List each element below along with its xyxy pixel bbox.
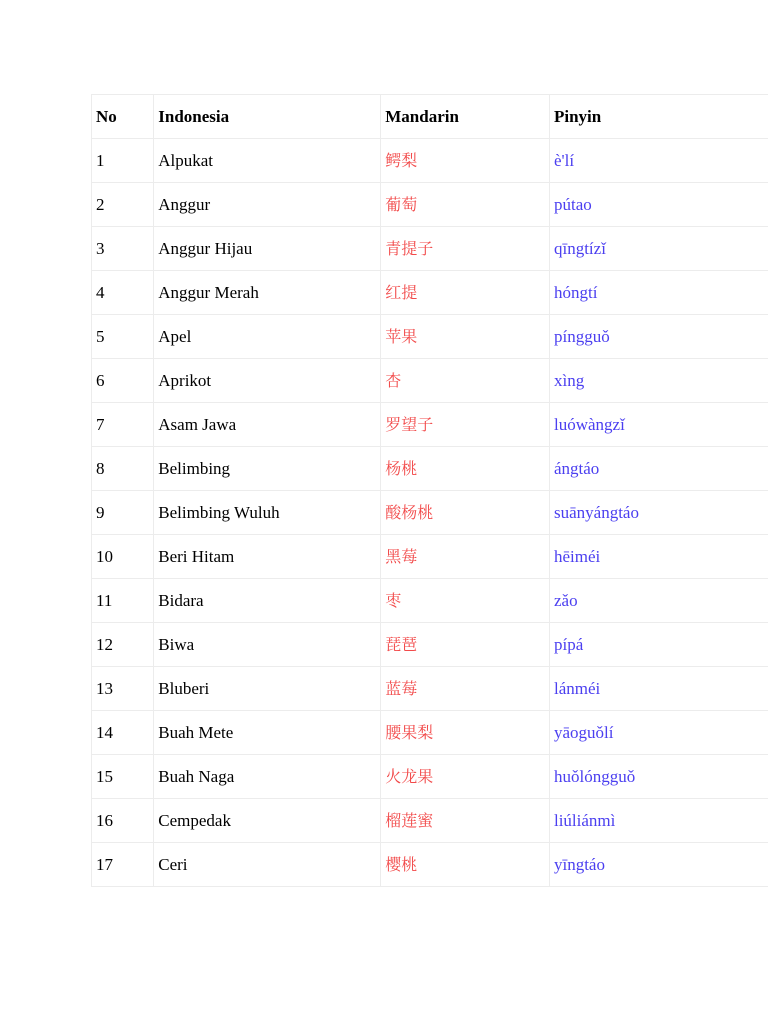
- cell-no: 12: [92, 623, 154, 667]
- cell-pinyin: huǒlóngguǒ: [549, 755, 768, 799]
- table-row: [92, 667, 768, 711]
- cell-pinyin: yāoguǒlí: [549, 711, 768, 755]
- fruit-vocabulary-table: [91, 94, 768, 887]
- table-row: [92, 315, 768, 359]
- cell-pinyin: xìng: [549, 359, 768, 403]
- cell-no: 9: [92, 491, 154, 535]
- cell-indonesia: Anggur Merah: [154, 271, 381, 315]
- cell-pinyin: è'lí: [549, 139, 768, 183]
- table-row: [92, 579, 768, 623]
- cell-mandarin: 樱桃: [381, 843, 550, 887]
- cell-pinyin: hēiméi: [549, 535, 768, 579]
- cell-indonesia: Biwa: [154, 623, 381, 667]
- cell-indonesia: Cempedak: [154, 799, 381, 843]
- table-body: [92, 139, 768, 887]
- cell-indonesia: Apel: [154, 315, 381, 359]
- cell-mandarin: 杨桃: [381, 447, 550, 491]
- table-row: [92, 755, 768, 799]
- cell-indonesia: Anggur: [154, 183, 381, 227]
- cell-pinyin: luówàngzǐ: [549, 403, 768, 447]
- cell-no: 6: [92, 359, 154, 403]
- header-mandarin: Mandarin: [381, 95, 550, 139]
- cell-no: 13: [92, 667, 154, 711]
- table-row: [92, 623, 768, 667]
- table-row: [92, 359, 768, 403]
- cell-no: 1: [92, 139, 154, 183]
- cell-no: 4: [92, 271, 154, 315]
- cell-pinyin: pípá: [549, 623, 768, 667]
- header-pinyin: Pinyin: [549, 95, 768, 139]
- cell-indonesia: Belimbing Wuluh: [154, 491, 381, 535]
- cell-pinyin: suānyángtáo: [549, 491, 768, 535]
- cell-indonesia: Belimbing: [154, 447, 381, 491]
- table-header-row: [92, 95, 768, 139]
- table-row: [92, 447, 768, 491]
- cell-pinyin: pútao: [549, 183, 768, 227]
- table-row: [92, 535, 768, 579]
- cell-no: 2: [92, 183, 154, 227]
- header-indonesia: Indonesia: [154, 95, 381, 139]
- cell-pinyin: lánméi: [549, 667, 768, 711]
- cell-mandarin: 苹果: [381, 315, 550, 359]
- cell-mandarin: 枣: [381, 579, 550, 623]
- cell-pinyin: ángtáo: [549, 447, 768, 491]
- cell-indonesia: Aprikot: [154, 359, 381, 403]
- cell-indonesia: Buah Naga: [154, 755, 381, 799]
- cell-indonesia: Buah Mete: [154, 711, 381, 755]
- cell-indonesia: Alpukat: [154, 139, 381, 183]
- cell-indonesia: Asam Jawa: [154, 403, 381, 447]
- cell-no: 15: [92, 755, 154, 799]
- cell-mandarin: 红提: [381, 271, 550, 315]
- cell-pinyin: yīngtáo: [549, 843, 768, 887]
- cell-mandarin: 杏: [381, 359, 550, 403]
- cell-no: 8: [92, 447, 154, 491]
- cell-mandarin: 琵琶: [381, 623, 550, 667]
- cell-pinyin: qīngtízǐ: [549, 227, 768, 271]
- cell-mandarin: 罗望子: [381, 403, 550, 447]
- table-row: [92, 799, 768, 843]
- cell-no: 7: [92, 403, 154, 447]
- table-row: [92, 271, 768, 315]
- table-row: [92, 843, 768, 887]
- header-no: No: [92, 95, 154, 139]
- cell-indonesia: Beri Hitam: [154, 535, 381, 579]
- cell-mandarin: 蓝莓: [381, 667, 550, 711]
- cell-indonesia: Ceri: [154, 843, 381, 887]
- cell-pinyin: píngguǒ: [549, 315, 768, 359]
- table-row: [92, 403, 768, 447]
- table-row: [92, 227, 768, 271]
- cell-no: 14: [92, 711, 154, 755]
- cell-no: 17: [92, 843, 154, 887]
- cell-mandarin: 葡萄: [381, 183, 550, 227]
- table-row: [92, 183, 768, 227]
- cell-indonesia: Bluberi: [154, 667, 381, 711]
- cell-mandarin: 青提子: [381, 227, 550, 271]
- cell-indonesia: Bidara: [154, 579, 381, 623]
- cell-pinyin: liúliánmì: [549, 799, 768, 843]
- cell-pinyin: hóngtí: [549, 271, 768, 315]
- cell-mandarin: 鳄梨: [381, 139, 550, 183]
- table-row: [92, 139, 768, 183]
- cell-mandarin: 酸杨桃: [381, 491, 550, 535]
- table-row: [92, 711, 768, 755]
- cell-indonesia: Anggur Hijau: [154, 227, 381, 271]
- cell-mandarin: 腰果梨: [381, 711, 550, 755]
- cell-pinyin: zǎo: [549, 579, 768, 623]
- cell-no: 3: [92, 227, 154, 271]
- table-row: [92, 491, 768, 535]
- cell-mandarin: 榴莲蜜: [381, 799, 550, 843]
- cell-no: 11: [92, 579, 154, 623]
- cell-no: 16: [92, 799, 154, 843]
- cell-no: 5: [92, 315, 154, 359]
- cell-no: 10: [92, 535, 154, 579]
- cell-mandarin: 火龙果: [381, 755, 550, 799]
- cell-mandarin: 黑莓: [381, 535, 550, 579]
